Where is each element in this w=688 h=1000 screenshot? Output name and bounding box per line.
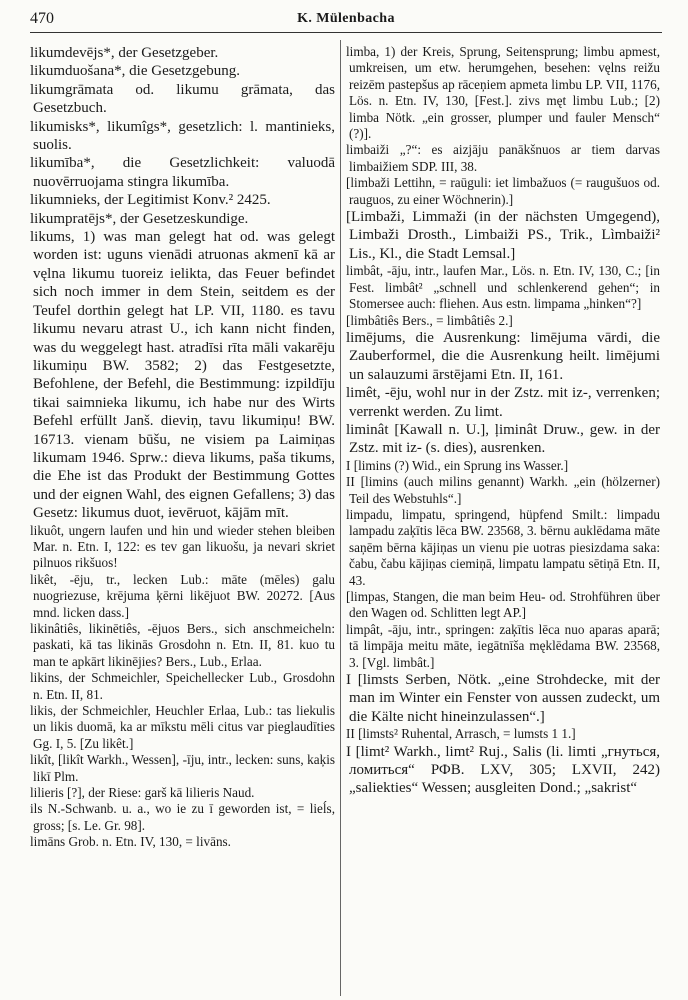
dictionary-entry: likumnieks, der Legitimist Konv.² 2425. [30,192,271,209]
dictionary-entry: limpadu, limpatu, springend, hüpfend Smilt.: limpadu lampadu zaķītis lēca BW. 23568, 3. bērnu auklēdama māte saņēm bērna kājiņas un vienu pie uotras piesizdama saka: čabu, čabu kājiņas ciemiņā, limpatu lampatu sētiņā Etn. II, 43. [346,506,660,588]
left-column [30,44,335,998]
dictionary-entry: likumisks*, likumîgs*, gesetzlich: l. mantinieks, suolis. [30,118,335,154]
dictionary-entry: likis, der Schmeichler, Heuchler Erlaa, Lub.: tas liekulis un likis duomā, ka ar mīkstu mēli citus var pieglaudīties Gg. I, 5. [Zu likêt.] [30,703,335,751]
running-title: K. Mülenbacha [297,11,395,26]
page-number: 470 [30,10,54,27]
dictionary-entry: I [limins (?) Wid., ein Sprung ins Wasser.] [346,457,569,473]
dictionary-entry: limba, 1) der Kreis, Sprung, Seitensprung; limbu apmest, umkreisen, um etw. herumgehen, besehen: vęlns reižu reizēm pastepšus ap rāceņiem apmeta limbu LP. VII, 1176, Lös. n. Etn. IV, 130, [Fest.]. zivs męt limbu Lub.; [2) limba Nötk. „ein grosser, plumper und fauler Mensch“ (?)]. [346,44,660,142]
right-column [346,44,660,998]
dictionary-entry: [Limbaži, Limmaži (in der nächsten Umgegend), Limbaži Drosth., Limbaiži PS., Trik., Lìmbaiži² Lis., Kl., die Stadt Lemsal.] [346,209,660,262]
dictionary-entry: likuôt, ungern laufen und hin und wieder stehen bleiben Mar. n. Etn. I, 122: es tev gan likuošu, ja nevari skriet pilnuos rikšuos! [30,522,335,571]
dictionary-entry: lilieris [?], der Riese: garš kā lilieris Naud. [30,785,255,801]
dictionary-entry: limêt, -ēju, wohl nur in der Zstz. mit iz-, verrenken; verrenkt werden. Zu limt. [346,385,660,420]
dictionary-entry: likums, 1) was man gelegt hat od. was gelegt worden ist: uguns vienādi atruonas akmenī kā ar vęlna likumu tuoreiz ielikta, das Feuer befindet sich noch immer in dem Stein, seitdem es der Teufel dorthin gelegt hat LP. VII, 1180. es tavu likumu nevaru atrast U., ich kann nicht finden, was du weggelegt hast. atradīsi rīta māli vakarēju likumiņu BW. 3582; 2) das Festgesetzte, Befohlene, der Befehl, die Bestimmung: izpildīju tikai saimnieka likumu, ich habe nur des Wirts Befehl erfüllt Janš. dieviņ, tavu likumiņu! BW. 16713. vienam būšu, ne visiem pa Laimiņas likumam 1946. Sprw.: dieva likums, paša tikums, die Ehe ist das Produkt der Bestimmung Gottes und der eignen Wahl, des eignen Gefallens; 3) das Gesetz: likumus duot, ievēruot, kājām mīt. [30,229,335,522]
dictionary-entry: limāns Grob. n. Etn. IV, 130, = livāns. [30,834,231,850]
dictionary-entry: likumdevējs*, der Gesetzgeber. [30,45,219,61]
dictionary-entry: II [limsts² Ruhental, Arrasch, = lumsts 1 1.] [346,726,576,742]
dictionary-entry: liminât [Kawall n. U.], ļiminât Druw., gew. in der Zstz. mit iz- (s. dies), ausrenken. [346,421,660,457]
dictionary-entry: likumpratējs*, der Gesetzeskundige. [30,210,249,227]
dictionary-entry: likumgrāmata od. likumu grāmata, das Gesetzbuch. [30,81,335,117]
dictionary-entry: likumduošana*, die Gesetzgebung. [30,63,240,80]
dictionary-entry: likît, [likît Warkh., Wessen], -īju, intr., lecken: suns, kaķis likī Plm. [30,752,335,784]
dictionary-entry: likêt, -ēju, tr., lecken Lub.: māte (mēles) galu nuogriezuse, krējuma ķērni likējuot BW. 20272. [Aus mnd. licken dass.] [30,571,335,620]
dictionary-entry: likumība*, die Gesetzlichkeit: valuodā nuovērruojama stingra likumība. [30,155,335,190]
dictionary-entry: [limbaži Lettihn, = raūguli: iet limbažuos (= raugušuos od. rauguos, zu einer Wöchnerin).] [346,175,660,207]
dictionary-entry: [limbâtiês Bers., = limbâtiês 2.] [346,312,513,328]
dictionary-entry: limējums, die Ausrenkung: limējuma vārdi, die Zauberformel, die die Ausrenkung heilt. limējumi un salauzumi ārstējami Etn. II, 161. [346,329,660,383]
page-header [30,8,662,33]
dictionary-entry: likins, der Schmeichler, Speichellecker Lub., Grosdohn n. Etn. II, 81. [30,670,335,702]
dictionary-entry: II [limins (auch milins genannt) Warkh. „ein (hölzerner) Teil des Webstuhls“.] [346,474,660,506]
dictionary-entry: [limpas, Stangen, die man beim Heu- od. Strohführen über den Wagen od. Schlitten legt AP.] [346,589,660,621]
dictionary-entry: ils N.-Schwanb. u. a., wo ie zu ī geworden ist, = lieĺs, gross; [s. Le. Gr. 98]. [30,801,335,833]
column-divider [340,40,341,996]
dictionary-entry: I [limt² Warkh., limt² Ruj., Salis (li. limti „гнуться, ломиться“ РФВ. LXV, 305; LXVII, 242) „saliekties“ Wessen; ausgleiten Dond.; „sakrist“ [346,743,660,797]
dictionary-entry: limpât, -āju, intr., springen: zaķītis lēca nuo aparas aparā; tā limpāja meitu māte, iegātnīša męklēdama BW. 23568, 3. [Vgl. limbât.] [346,621,660,670]
dictionary-entry: likinâtiês, likinētiês, -ējuos Bers., sich anschmeicheln: paskati, kā tas likinās Grosdohn n. Etn. II, 81. kuo tu man te apkārt likinējies? Bers., Lub., Erlaa. [30,621,335,669]
dictionary-entry: I [limsts Serben, Nötk. „eine Strohdecke, mit der man im Winter ein Fenster von aussen zudeckt, um die Kälte nicht hineinzulassen“.] [346,672,660,725]
dictionary-entry: limbât, -āju, intr., laufen Mar., Lös. n. Etn. IV, 130, C.; [in Fest. limbât² „schnell und schlenkerend gehen“; in Stomersee auch: fliehen. Aus estn. limpama „hinken“?] [346,263,660,312]
dictionary-entry: limbaiži „?“: es aizjāju panākšnuos ar tiem darvas limbaižiem SDP. III, 38. [346,142,660,174]
